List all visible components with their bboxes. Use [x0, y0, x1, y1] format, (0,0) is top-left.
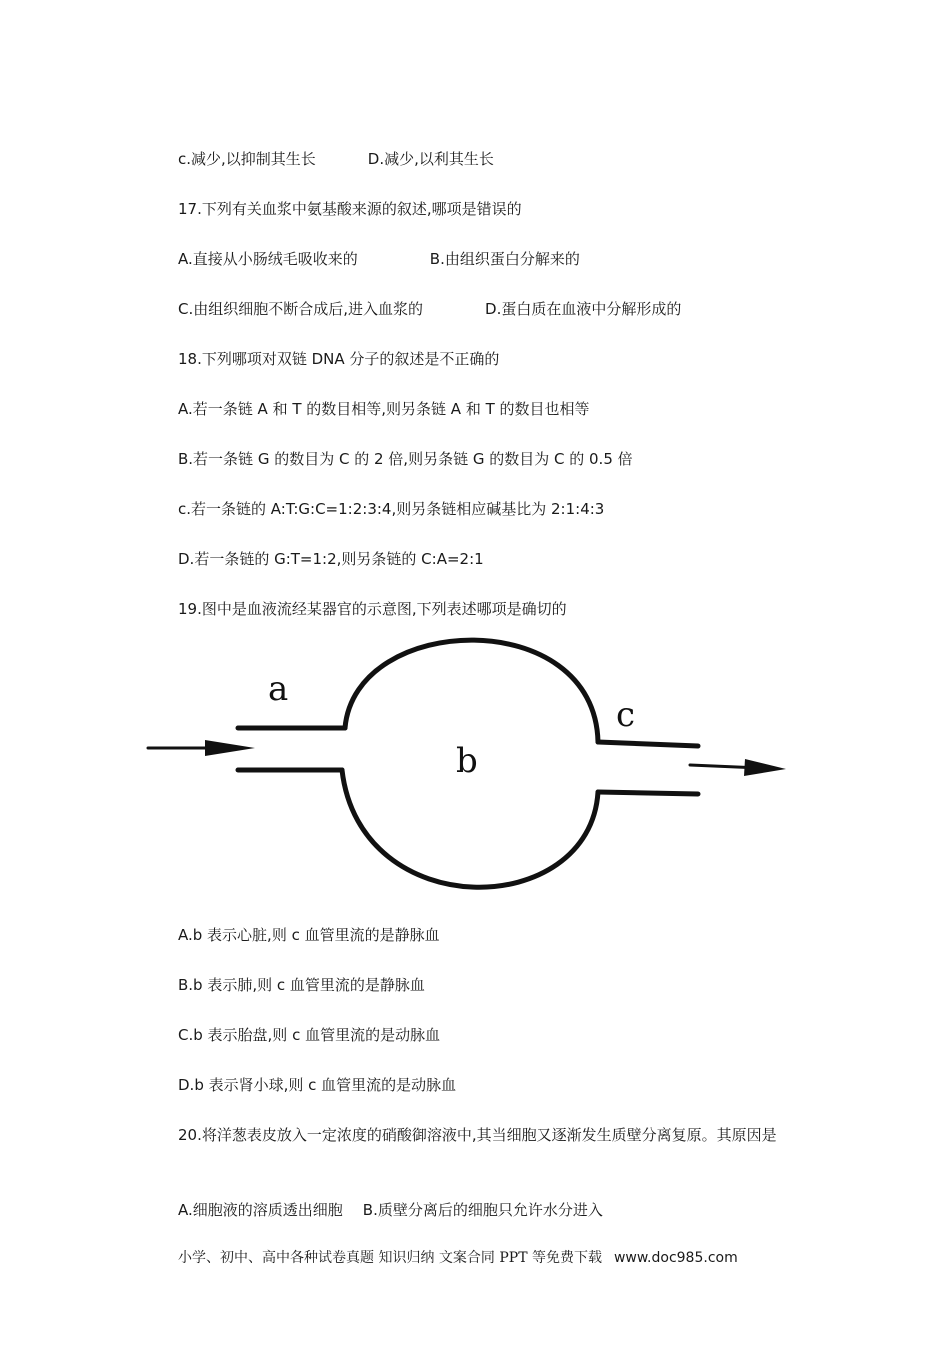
footer-text: 小学、初中、高中各种试卷真题 知识归纳 文案合同 PPT 等免费下载: [178, 1250, 602, 1266]
q19-option-c: C.b 表示胎盘,则 c 血管里流的是动脉血: [178, 1026, 441, 1044]
organ-top-arc: [345, 640, 598, 742]
q17-option-c: C.由组织细胞不断合成后,进入血浆的: [178, 300, 424, 318]
q16-option-c: c.减少,以抑制其生长: [178, 150, 316, 168]
q18-option-c: c.若一条链的 A:T:G:C=1:2:3:4,则另条链相应碱基比为 2:1:4:3: [178, 500, 605, 518]
label-b: b: [456, 741, 478, 781]
q19-stem: 19.图中是血液流经某器官的示意图,下列表述哪项是确切的: [178, 600, 567, 618]
q17-option-d: D.蛋白质在血液中分解形成的: [485, 300, 682, 318]
q17-option-a: A.直接从小肠绒毛吸收来的: [178, 250, 358, 268]
q19-option-b: B.b 表示肺,则 c 血管里流的是静脉血: [178, 976, 425, 994]
q19-option-a: A.b 表示心脏,则 c 血管里流的是静脉血: [178, 926, 440, 944]
label-a: a: [268, 669, 289, 709]
label-c: c: [616, 695, 636, 735]
q20-option-a: A.细胞液的溶质透出细胞: [178, 1201, 343, 1219]
vessel-c-upper-wall: [598, 742, 698, 746]
q16-option-d: D.减少,以利其生长: [367, 150, 494, 168]
q17-stem: 17.下列有关血浆中氨基酸来源的叙述,哪项是错误的: [178, 200, 522, 218]
blood-flow-organ-diagram: [130, 630, 810, 910]
q17-options-cd: [178, 299, 681, 319]
outflow-arrowhead-icon: [744, 759, 786, 776]
inflow-arrowhead-icon: [205, 740, 255, 756]
q18-option-d: D.若一条链的 G:T=1:2,则另条链的 C:A=2:1: [178, 550, 484, 568]
footer: [178, 1248, 738, 1268]
organ-bottom-arc: [342, 770, 598, 887]
q20-option-b: B.质壁分离后的细胞只允许水分进入: [362, 1201, 603, 1219]
q17-option-b: B.由组织蛋白分解来的: [429, 250, 580, 268]
q20-options-ab: [178, 1200, 603, 1220]
q16-options-cd: [178, 149, 494, 169]
footer-url[interactable]: www.doc985.com: [613, 1250, 738, 1266]
q18-option-a: A.若一条链 A 和 T 的数目相等,则另条链 A 和 T 的数目也相等: [178, 400, 590, 418]
q20-stem: 20.将洋葱表皮放入一定浓度的硝酸御溶液中,其当细胞又逐渐发生质壁分离复原。其原因是: [178, 1126, 777, 1144]
vessel-c-lower-wall: [598, 792, 698, 794]
q18-option-b: B.若一条链 G 的数目为 C 的 2 倍,则另条链 G 的数目为 C 的 0.5 倍: [178, 450, 633, 468]
q18-stem: 18.下列哪项对双链 DNA 分子的叙述是不正确的: [178, 350, 500, 368]
q19-option-d: D.b 表示肾小球,则 c 血管里流的是动脉血: [178, 1076, 457, 1094]
q17-options-ab: [178, 249, 580, 269]
